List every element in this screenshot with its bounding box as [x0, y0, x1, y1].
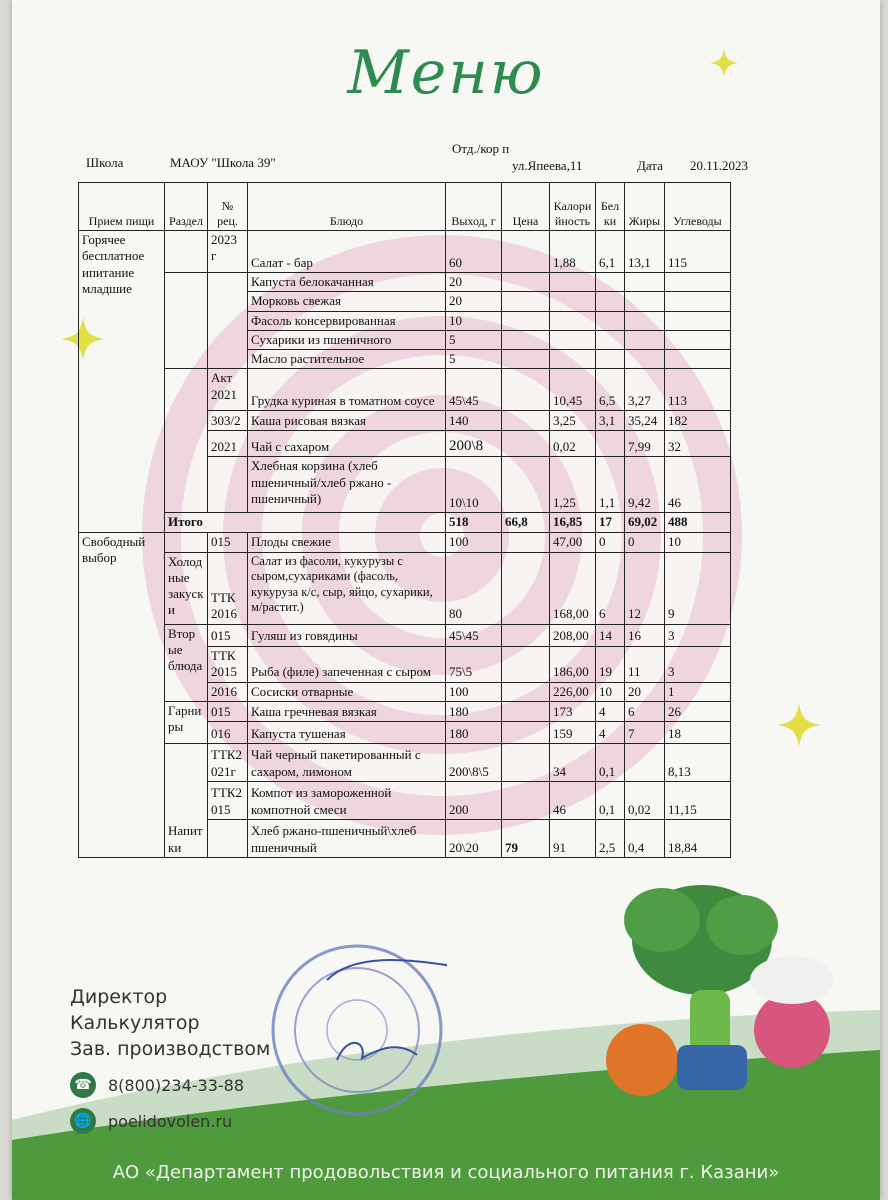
table-row: Сухарики из пшеничного 5	[79, 330, 731, 349]
footer-contacts	[70, 984, 270, 1134]
col-section: Раздел	[165, 183, 208, 231]
col-protein: Бел ки	[596, 183, 625, 231]
col-recipe: № рец.	[208, 183, 248, 231]
role-calculator: Калькулятор	[70, 1012, 200, 1034]
school-label: Школа	[86, 155, 124, 170]
table-row: ТТК2 015 Компот из замороженной компотной смеси 200 46 0,1 0,02 11,15	[79, 781, 731, 819]
table-row: 2016 Сосиски отварные 100 226,00 10 20 1	[79, 682, 731, 701]
table-row: Горячее бесплатное ипитание младшие 2023 г Салат - бар 60 1,88 6,1 13,1 115	[79, 231, 731, 273]
col-dish: Блюдо	[248, 183, 446, 231]
stamp-seal	[267, 940, 447, 1120]
table-row: 303/2 Каша рисовая вязкая 140 3,25 3,1 35,24 182	[79, 411, 731, 431]
total-row: Итого 518 66,8 16,85 17 69,02 488	[79, 513, 731, 532]
page-title: Меню	[347, 38, 545, 108]
company-name: АО «Департамент продовольствия и социального питания г. Казани»	[112, 1162, 780, 1183]
phone-icon: ☎	[70, 1072, 96, 1098]
group-free-choice: Свободный выбор	[79, 532, 165, 857]
col-meal: Прием пищи	[79, 183, 165, 231]
dept-label: Отд./кор п	[452, 141, 510, 156]
role-production-head: Зав. производством	[70, 1038, 271, 1060]
vegetable-mascots	[572, 880, 862, 1140]
website-link[interactable]: poelidovolen.ru	[108, 1111, 233, 1131]
group-hot-meal: Горячее бесплатное ипитание младшие	[79, 231, 165, 533]
total-label: Итого	[165, 513, 446, 532]
section-second: Втор ые блюда	[165, 624, 208, 701]
table-row: Масло растительное 5	[79, 350, 731, 369]
table-row: Хлеб ржано-пшеничный\хлеб пшеничный 20\20 79 91 2,5 0,4 18,84	[79, 819, 731, 857]
section-cold: Холод ные закуск и	[165, 552, 208, 624]
globe-icon: 🌐	[70, 1108, 96, 1134]
website-line	[70, 1108, 270, 1134]
table-header-row	[79, 183, 731, 231]
date-value: 20.11.2023	[690, 158, 749, 173]
school-header	[12, 138, 880, 178]
col-calories: Калори йность	[550, 183, 596, 231]
school-name: МАОУ "Школа 39"	[170, 155, 276, 170]
col-price: Цена	[502, 183, 550, 231]
phone-line	[70, 1072, 270, 1098]
table-row: Фасоль консервированная 10	[79, 311, 731, 330]
col-fat: Жиры	[625, 183, 665, 231]
star-icon	[776, 702, 822, 748]
table-row: Втор ые блюда 015 Гуляш из говядины 45\45 208,00 14 16 3	[79, 624, 731, 646]
role-director: Директор	[70, 986, 168, 1008]
date-label: Дата	[637, 158, 663, 173]
phone-number[interactable]: 8(800)234-33-88	[108, 1075, 245, 1095]
menu-table	[78, 182, 731, 858]
table-row: Капуста белокачанная 20	[79, 273, 731, 292]
table-row: 2021 Чай с сахаром 200\8 0,02 7,99 32	[79, 431, 731, 457]
table-row: Хлебная корзина (хлеб пшеничный/хлеб ржано - пшеничный) 10\10 1,25 1,1 9,42 46	[79, 457, 731, 513]
table-row: Гарни ры 015 Каша гречневая вязкая 180 173 4 6 26	[79, 701, 731, 721]
table-row: Напит ки ТТК2 021г Чай черный пакетированный с сахаром, лимоном 200\8\5 34 0,1 8,13	[79, 743, 731, 781]
address: ул.Япеева,11	[512, 158, 583, 173]
section-drinks: Напит ки	[165, 743, 208, 857]
table-row: Морковь свежая 20	[79, 292, 731, 311]
section-garnish: Гарни ры	[165, 701, 208, 743]
table-row: Свободный выбор 015 Плоды свежие 100 47,00 0 0 10	[79, 532, 731, 552]
table-row: Акт 2021 Грудка куриная в томатном соусе 45\45 10,45 6,5 3,27 113	[79, 369, 731, 411]
menu-sheet	[12, 0, 880, 1200]
table-row: ТТК 2015 Рыба (филе) запеченная с сыром 75\5 186,00 19 11 3	[79, 646, 731, 682]
table-row: Холод ные закуск и ТТК 2016 Салат из фасоли, кукурузы с сыром,сухариками (фасоль, кукуруза к/с, сыр, яйцо, сухарики, м/растит.) 80 168,00 6 12 9	[79, 552, 731, 624]
col-yield: Выход, г	[446, 183, 502, 231]
col-carbs: Углеводы	[665, 183, 731, 231]
table-row: 016 Капуста тушеная 180 159 4 7 18	[79, 721, 731, 743]
